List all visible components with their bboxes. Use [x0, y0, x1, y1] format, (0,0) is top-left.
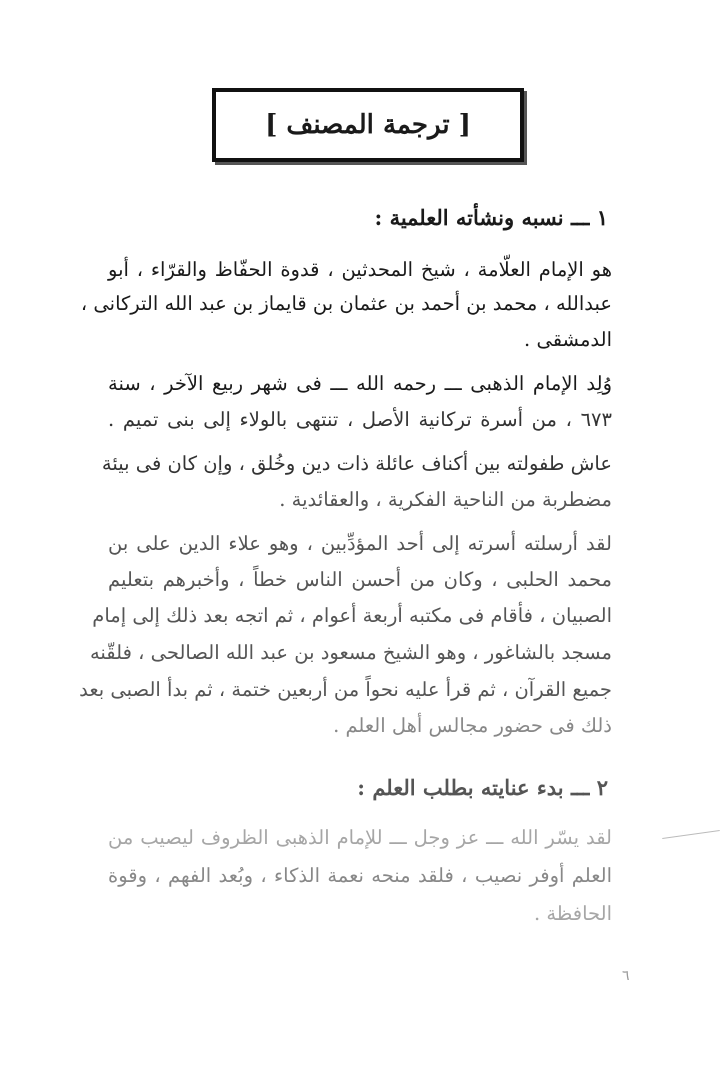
- paragraph-line: الدمشقى .: [524, 328, 612, 351]
- paragraph-line: لقد أرسلته أسرته إلى أحد المؤدِّبين ، وهو علاء الدين على بن: [108, 532, 612, 555]
- paragraph-line: لقد يسّر الله ـــ عز وجل ـــ للإمام الذهبى الظروف ليصيب من: [108, 826, 612, 849]
- paragraph-line: مضطربة من الناحية الفكرية ، والعقائدية .: [279, 488, 612, 511]
- paragraph-line: الحافظة .: [533, 902, 612, 925]
- paragraph-line: ذلك فى حضور مجالس أهل العلم .: [333, 714, 612, 737]
- paragraph-line: ٦٧٣ ، من أسرة تركانية الأصل ، تنتهى بالولاء إلى بنى تميم .: [108, 408, 612, 431]
- paragraph-line: عبدالله ، محمد بن أحمد بن عثمان بن قايماز بن عبد الله التركانى ،: [80, 292, 612, 315]
- title-frame: [212, 88, 524, 162]
- paragraph-line: العلم أوفر نصيب ، فلقد منحه نعمة الذكاء ، وبُعد الفهم ، وقوة: [108, 864, 612, 887]
- paragraph-line: عاش طفولته بين أكناف عائلة ذات دين وخُلق ، وإن كان فى بيئة: [101, 452, 612, 475]
- paragraph-line: الصبيان ، فأقام فى مكتبه أربعة أعوام ، ثم اتجه بعد ذلك إلى إمام: [92, 604, 612, 627]
- paragraph-line: هو الإمام العلّامة ، شيخ المحدثين ، قدوة الحفّاظ والقرّاء ، أبو: [108, 258, 612, 281]
- paragraph-line: جميع القرآن ، ثم قرأ عليه نحواً من أربعين ختمة ، ثم بدأ الصبى بعد: [79, 678, 612, 701]
- paragraph-line: وُلِد الإمام الذهبى ـــ رحمه الله ـــ فى شهر ربيع الآخر ، سنة: [108, 372, 612, 395]
- paragraph-line: مسجد بالشاغور ، وهو الشيخ مسعود بن عبد الله الصالحى ، فلقّنه: [89, 641, 612, 664]
- section-2-heading: ٢ ـــ بدء عنايته بطلب العلم :: [357, 775, 608, 800]
- page-number: ٦: [622, 968, 630, 984]
- paragraph-line: محمد الحلبى ، وكان من أحسن الناس خطاً ، وأخبرهم بتعليم: [108, 568, 612, 591]
- section-1-heading: ١ ـــ نسبه ونشأته العلمية :: [374, 205, 608, 230]
- page-title: [ ترجمة المصنف ]: [265, 110, 471, 140]
